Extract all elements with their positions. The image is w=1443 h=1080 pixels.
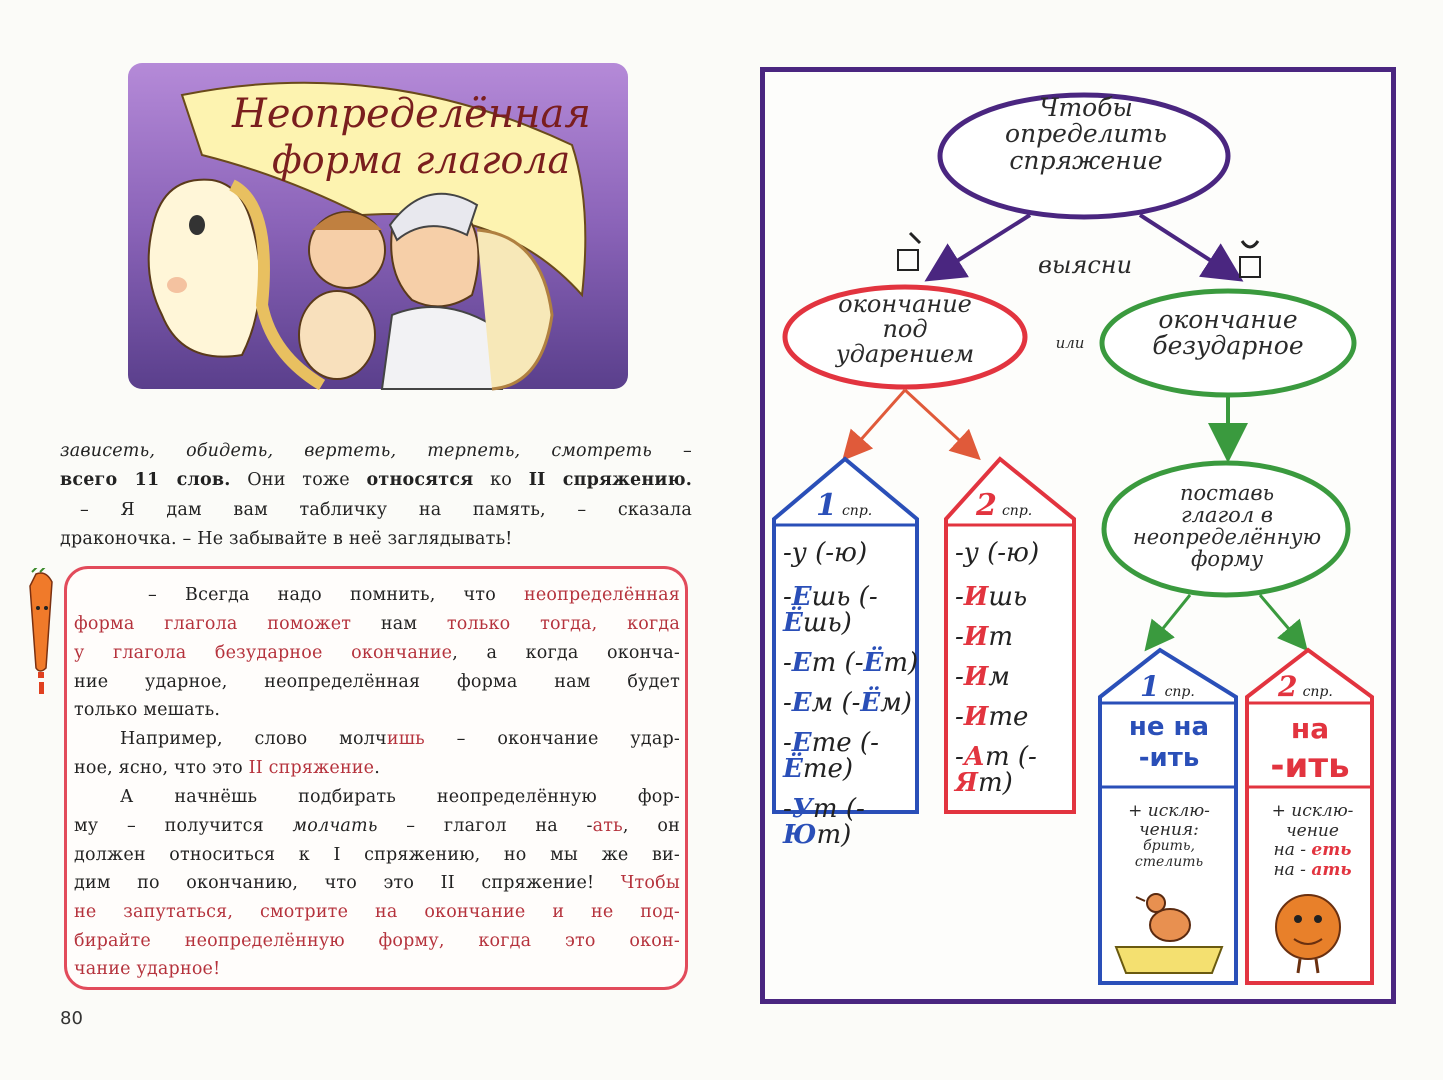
col4-exc-line bbox=[1250, 861, 1375, 881]
text-segment: ко bbox=[473, 470, 529, 490]
stressed-line: ударением bbox=[835, 340, 975, 369]
ending-segment: те (- bbox=[811, 728, 879, 758]
child-body bbox=[299, 291, 375, 379]
horse-eye bbox=[189, 215, 205, 235]
find-out-label: выясни bbox=[1037, 251, 1133, 279]
text-segment: Чтобы bbox=[620, 873, 680, 893]
text-segment: драконочка. – Не забывайте в неё заглядывать! bbox=[60, 529, 513, 549]
arrow-to-col2 bbox=[905, 390, 972, 452]
ending-segment: А bbox=[963, 742, 985, 772]
col4-exc-head: чение bbox=[1286, 820, 1339, 841]
ending-segment: - bbox=[783, 688, 792, 718]
col3-abbr: спр. bbox=[1164, 684, 1195, 700]
col4-exc-line bbox=[1250, 841, 1375, 861]
ending-segment: - bbox=[955, 702, 964, 732]
ending-segment: м (- bbox=[811, 688, 861, 718]
ending-segment: т (- bbox=[984, 742, 1037, 772]
ending-row bbox=[955, 744, 1080, 796]
col3-exc-word: стелить bbox=[1134, 853, 1204, 870]
col3-exc-word: брить, bbox=[1143, 838, 1195, 855]
page-number: 80 bbox=[60, 1008, 83, 1029]
ending-segment: т (- bbox=[812, 794, 865, 824]
text-segment: должен относиться к I спряжению, но мы же ви- bbox=[74, 845, 680, 865]
col1-abbr: спр. bbox=[841, 503, 873, 519]
ending-segment: Е bbox=[791, 582, 812, 612]
carrot-mascot-icon bbox=[24, 568, 60, 698]
col3-rule-line1: не на bbox=[1128, 712, 1210, 742]
text-segment: дим по окончанию, что это II спряжение! bbox=[74, 873, 621, 893]
col4-exc-prefix: на - bbox=[1273, 840, 1312, 861]
ending-segment: -у (-ю) bbox=[783, 538, 868, 568]
col4-rule-line1: на bbox=[1290, 712, 1330, 745]
col2-heading bbox=[976, 488, 1032, 523]
col2-number: 2 bbox=[976, 488, 997, 523]
col1-heading bbox=[816, 488, 872, 523]
col1-endings bbox=[783, 540, 933, 862]
text-segment: – окончание удар- bbox=[424, 729, 680, 749]
text-segment: ать bbox=[592, 816, 623, 836]
ending-row bbox=[783, 540, 933, 566]
ending-segment: У bbox=[791, 794, 813, 824]
text-segment: . bbox=[374, 758, 380, 778]
illustration-art bbox=[122, 55, 634, 395]
unstressed-mark-icon bbox=[1240, 257, 1260, 277]
stressed-mark-icon bbox=[898, 250, 918, 270]
text-segment: зависеть, обидеть, вертеть, терпеть, смотреть bbox=[60, 441, 653, 461]
ending-row bbox=[955, 704, 1080, 730]
text-segment: Например, слово молч bbox=[120, 729, 387, 749]
col3-number: 1 bbox=[1140, 670, 1160, 703]
text-segment: неопределённая bbox=[524, 585, 680, 605]
text-segment: Они тоже bbox=[230, 470, 367, 490]
text-segment: – глагол на - bbox=[377, 816, 593, 836]
col4-exc-ending: ать bbox=[1311, 859, 1352, 880]
ending-row bbox=[955, 664, 1080, 690]
note-line bbox=[74, 816, 680, 836]
col3-rule bbox=[1104, 712, 1234, 774]
ending-segment: - bbox=[955, 662, 964, 692]
text-segment: ишь bbox=[386, 729, 425, 749]
text-segment: только мешать. bbox=[74, 700, 221, 720]
ending-segment: м) bbox=[880, 688, 912, 718]
ending-segment: шь bbox=[988, 582, 1028, 612]
col4-rule bbox=[1250, 712, 1370, 786]
ending-segment: шь) bbox=[802, 608, 852, 638]
note-line bbox=[74, 902, 680, 922]
note-line bbox=[120, 729, 680, 749]
text-segment: II спряжение bbox=[248, 758, 375, 778]
ending-segment: Ё bbox=[863, 648, 884, 678]
col4-exc-head: + исклю- bbox=[1271, 801, 1354, 821]
col3-heading bbox=[1140, 670, 1195, 703]
ending-segment: Е bbox=[791, 728, 812, 758]
text-segment: форма глагола поможет bbox=[74, 614, 352, 634]
col4-exceptions bbox=[1250, 802, 1375, 880]
arrow-to-col4 bbox=[1260, 595, 1300, 642]
banner-title-line2: форма глагола bbox=[272, 138, 571, 182]
infinitive-line: поставь bbox=[1179, 481, 1275, 505]
ending-segment: Ё bbox=[783, 608, 803, 638]
text-segment: II спряжению. bbox=[528, 470, 693, 490]
text-segment: чание ударное! bbox=[74, 959, 221, 979]
text-segment: му – получится bbox=[74, 816, 293, 836]
text-segment: не запутаться, смотрите на окончание и не под- bbox=[74, 902, 680, 922]
arrow-to-col3 bbox=[1152, 595, 1190, 642]
text-segment: у глагола безударное окончание bbox=[74, 643, 453, 663]
col4-exc-ending: еть bbox=[1311, 840, 1352, 861]
infinitive-line: форму bbox=[1190, 547, 1264, 572]
col4-number: 2 bbox=[1278, 670, 1298, 703]
banner-title-line1: Неопределённая bbox=[232, 91, 591, 137]
ending-segment: - bbox=[955, 622, 964, 652]
note-line bbox=[74, 700, 680, 720]
col3-exc-head: чения: bbox=[1139, 819, 1199, 840]
ending-segment: Е bbox=[791, 648, 812, 678]
ending-segment: - bbox=[783, 582, 792, 612]
note-line bbox=[74, 845, 680, 865]
ending-segment: И bbox=[963, 622, 989, 652]
note-line bbox=[74, 672, 680, 692]
ending-row bbox=[783, 650, 933, 676]
ending-segment: Ё bbox=[860, 688, 881, 718]
ending-segment: И bbox=[963, 662, 989, 692]
text-line bbox=[80, 500, 692, 520]
note-line bbox=[74, 931, 680, 951]
ending-segment: те bbox=[988, 702, 1029, 732]
ending-segment: м bbox=[988, 662, 1010, 692]
ending-segment: Ю bbox=[783, 820, 817, 850]
infinitive-line: неопределённую bbox=[1132, 525, 1322, 550]
text-segment: ное, ясно, что это bbox=[74, 758, 249, 778]
ending-segment: - bbox=[783, 728, 792, 758]
horse-nose bbox=[167, 277, 187, 293]
text-segment: ние ударное, неопределённая форма нам будет bbox=[74, 672, 680, 692]
ending-segment: И bbox=[963, 702, 989, 732]
text-line bbox=[60, 441, 692, 461]
ending-segment: - bbox=[783, 794, 792, 824]
text-segment: относятся bbox=[366, 470, 474, 490]
note-line bbox=[74, 758, 680, 778]
ending-segment: - bbox=[783, 648, 792, 678]
text-segment: А начнёшь подбирать неопределённую фор- bbox=[120, 787, 680, 807]
ending-segment: Я bbox=[955, 768, 978, 798]
unstressed-line: безударное bbox=[1152, 331, 1304, 361]
text-segment: – Я дам вам табличку на память, – сказала bbox=[80, 500, 692, 520]
ending-segment: Е bbox=[791, 688, 812, 718]
col3-exc-head: + исклю- bbox=[1128, 801, 1210, 821]
infinitive-node-text bbox=[1112, 482, 1342, 570]
stressed-line: окончание bbox=[838, 290, 972, 318]
ending-segment: т) bbox=[883, 648, 919, 678]
arrow-to-col1 bbox=[850, 390, 905, 452]
text-segment: нам bbox=[351, 614, 447, 634]
col3-rule-line2: -ить bbox=[1138, 743, 1200, 774]
ending-segment: те) bbox=[802, 754, 854, 784]
ending-segment: т (- bbox=[811, 648, 864, 678]
ending-segment: Ё bbox=[783, 754, 803, 784]
text-segment: , а когда оконча- bbox=[452, 643, 680, 663]
text-line bbox=[60, 470, 692, 490]
col4-abbr: спр. bbox=[1302, 684, 1333, 700]
or-label: или bbox=[1055, 334, 1085, 352]
text-segment: – bbox=[652, 441, 692, 461]
col1-number: 1 bbox=[816, 488, 837, 523]
text-segment: , он bbox=[622, 816, 680, 836]
ending-row bbox=[783, 796, 933, 848]
note-line bbox=[74, 959, 680, 979]
ending-row bbox=[783, 690, 933, 716]
text-segment: – Всегда надо помнить, что bbox=[148, 585, 524, 605]
ending-segment: - bbox=[955, 582, 964, 612]
ending-segment: -у (-ю) bbox=[955, 538, 1040, 568]
note-line bbox=[74, 873, 680, 893]
text-segment: бирайте неопределённую форму, когда это окон- bbox=[74, 931, 680, 951]
text-segment: только тогда, когда bbox=[446, 614, 680, 634]
ending-segment: шь (- bbox=[811, 582, 878, 612]
note-line bbox=[74, 614, 680, 634]
note-line bbox=[148, 585, 680, 605]
ending-row bbox=[783, 584, 933, 636]
stressed-line: под bbox=[882, 315, 928, 344]
ending-segment: - bbox=[955, 742, 964, 772]
ending-row bbox=[783, 730, 933, 782]
ending-segment: т) bbox=[816, 820, 852, 850]
top-node-line: спряжение bbox=[1009, 145, 1163, 175]
ending-segment: И bbox=[963, 582, 989, 612]
ending-row bbox=[955, 624, 1080, 650]
text-line bbox=[60, 529, 692, 549]
unstressed-line: окончание bbox=[1158, 305, 1298, 334]
infinitive-line: глагол в bbox=[1180, 503, 1274, 528]
ending-row bbox=[955, 540, 1080, 566]
col3-exceptions bbox=[1104, 802, 1234, 870]
col4-exc-prefix: на - bbox=[1273, 859, 1312, 880]
note-line bbox=[120, 787, 680, 807]
stress-accent-icon bbox=[910, 233, 920, 243]
col4-heading bbox=[1278, 670, 1333, 703]
col2-abbr: спр. bbox=[1001, 503, 1033, 519]
top-node-text bbox=[966, 95, 1206, 174]
text-segment: молчать bbox=[292, 816, 378, 836]
ending-row bbox=[955, 584, 1080, 610]
breve-mark-icon bbox=[1242, 241, 1258, 247]
ending-segment: т bbox=[988, 622, 1014, 652]
stressed-ending-text bbox=[795, 292, 1015, 368]
ending-segment: т) bbox=[977, 768, 1013, 798]
top-node-line: определить bbox=[1005, 119, 1167, 149]
text-segment: всего 11 слов. bbox=[60, 470, 231, 490]
illustration bbox=[122, 55, 634, 395]
unstressed-ending-text bbox=[1118, 307, 1338, 360]
col4-rule-line2: -ить bbox=[1270, 745, 1350, 786]
top-node-line: Чтобы bbox=[1039, 93, 1133, 122]
note-line bbox=[74, 643, 680, 663]
col2-endings bbox=[955, 540, 1080, 810]
